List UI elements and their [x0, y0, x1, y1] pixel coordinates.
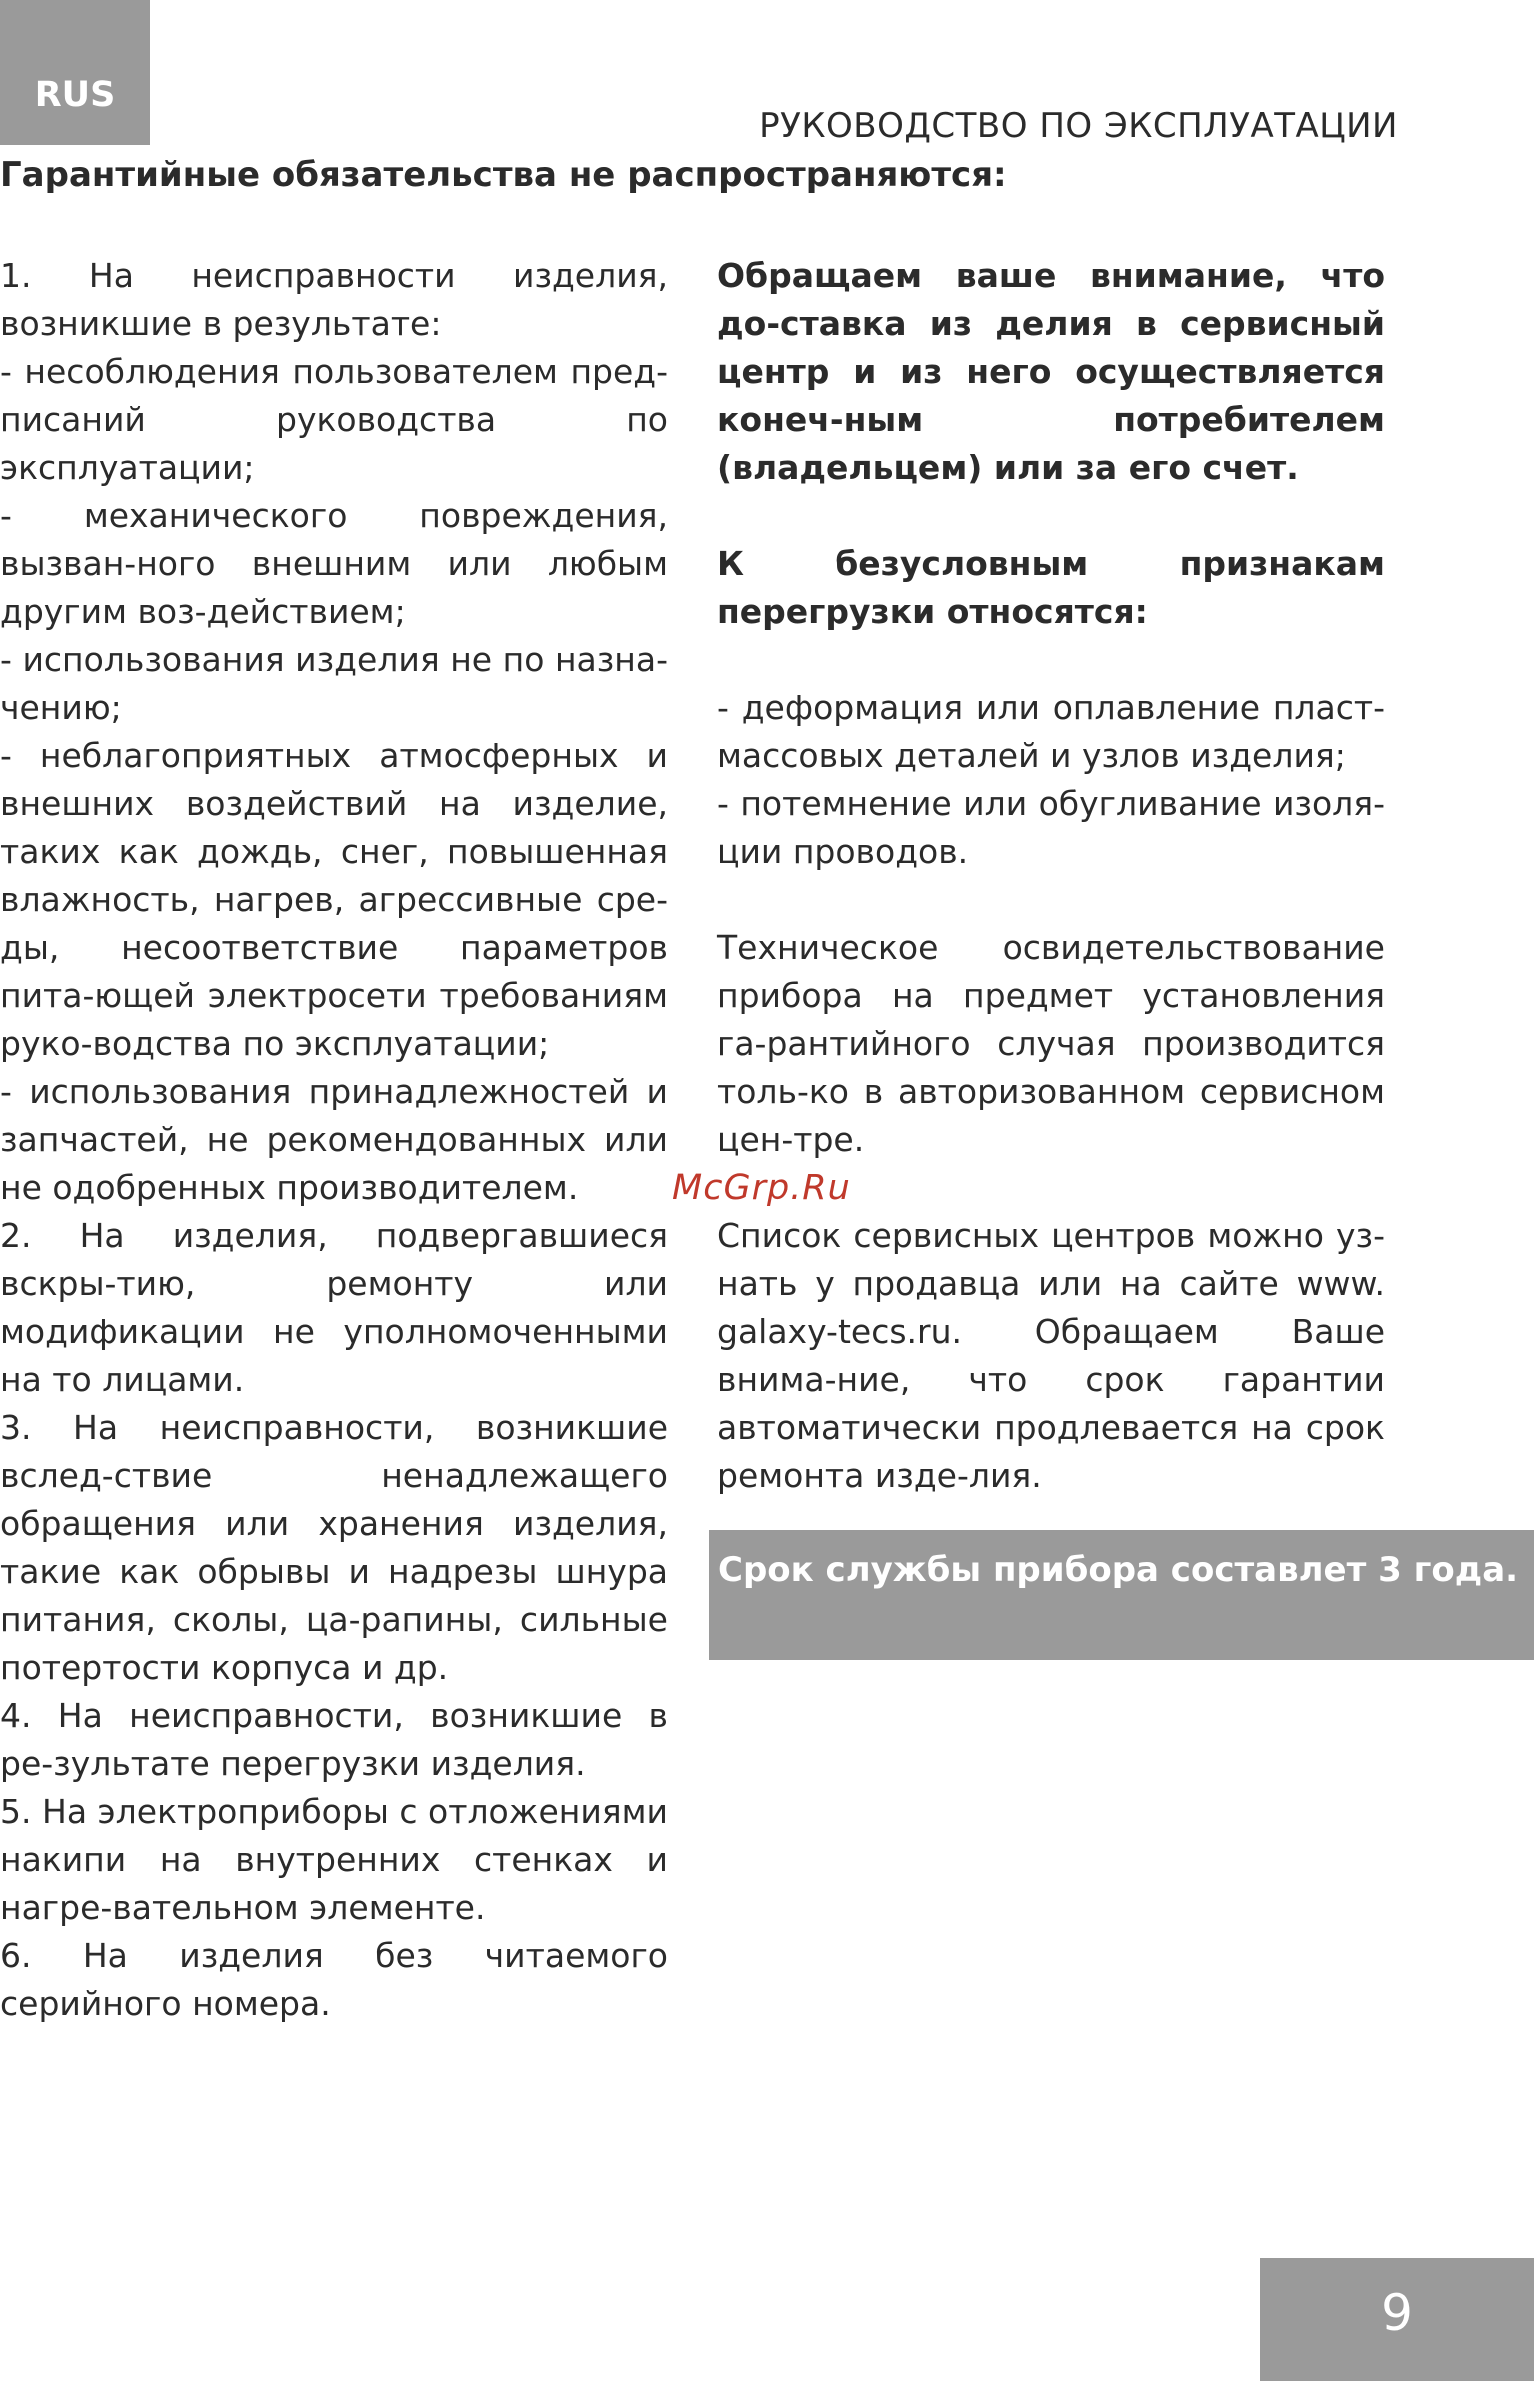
warranty-exclusions-title: Гарантийные обязательства не распространяются: [0, 155, 1007, 195]
language-tab [0, 0, 150, 145]
exclusion-item: 3. На неисправности, возникшие вслед-ствие ненадлежащего обращения или хранения изделия, такие как обрывы и надрезы шнура питания, сколы, ца-рапины, сильные потертости корпуса и др. [0, 1408, 668, 1687]
overload-signs-title: К безусловным признакам перегрузки относятся: [717, 544, 1385, 631]
exclusion-item: 6. На изделия без читаемого серийного номера. [0, 1936, 668, 2023]
service-life-box [709, 1530, 1534, 1660]
technical-examination-text: Техническое освидетельствование прибора на предмет установления га-рантийного случая производится толь-ко в авторизованном сервисном цен-тре. [717, 928, 1385, 1159]
watermark: McGrp.Ru [672, 1168, 851, 1208]
exclusion-subitem: - использования изделия не по назна-чению; [0, 640, 668, 727]
document-header-title: РУКОВОДСТВО ПО ЭКСПЛУАТАЦИИ [759, 106, 1398, 146]
service-life-text: Срок службы прибора составлет 3 года. [718, 1550, 1519, 1590]
left-column [0, 252, 668, 2028]
page-number-box [1260, 2258, 1534, 2381]
exclusion-item: 2. На изделия, подвергавшиеся вскры-тию, ремонту или модификации не уполномоченными на то лицами. [0, 1216, 668, 1399]
exclusion-item: 4. На неисправности, возникшие в ре-зультате перегрузки изделия. [0, 1696, 668, 1783]
right-column [717, 252, 1385, 1500]
exclusion-subitem: - неблагоприятных атмосферных и внешних воздействий на изделие, таких как дождь, снег, повышенная влажность, нагрев, агрессивные сре-ды, несоответствие параметров пита-ющей электросети требованиям руко-водства по эксплуатации; [0, 736, 668, 1063]
delivery-notice: Обращаем ваше внимание, что до-ставка из делия в сервисный центр и из него осуществляется конеч-ным потребителем (владельцем) или за его счет. [717, 256, 1385, 487]
exclusion-subitem: - механического повреждения, вызван-ного внешним или любым другим воз-действием; [0, 496, 668, 631]
page-number: 9 [1381, 2284, 1413, 2342]
exclusion-item: 1. На неисправности изделия, возникшие в результате: [0, 256, 668, 343]
exclusion-subitem: - несоблюдения пользователем пред-писаний руководства по эксплуатации; [0, 352, 668, 487]
overload-sign-item: - деформация или оплавление пласт-массовых деталей и узлов изделия; [717, 688, 1385, 775]
service-centers-text: Список сервисных центров можно уз-нать у продавца или на сайте www. galaxy-tecs.ru. Обращаем Ваше внима-ние, что срок гарантии автоматически продлевается на срок ремонта изде-лия. [717, 1216, 1385, 1495]
overload-sign-item: - потемнение или обугливание изоля-ции проводов. [717, 784, 1385, 871]
exclusion-subitem: - использования принадлежностей и запчастей, не рекомендованных или не одобренных производителем. [0, 1072, 668, 1207]
exclusion-item: 5. На электроприборы с отложениями накипи на внутренних стенках и нагре-вательном элементе. [0, 1792, 668, 1927]
language-label: RUS [34, 75, 116, 115]
